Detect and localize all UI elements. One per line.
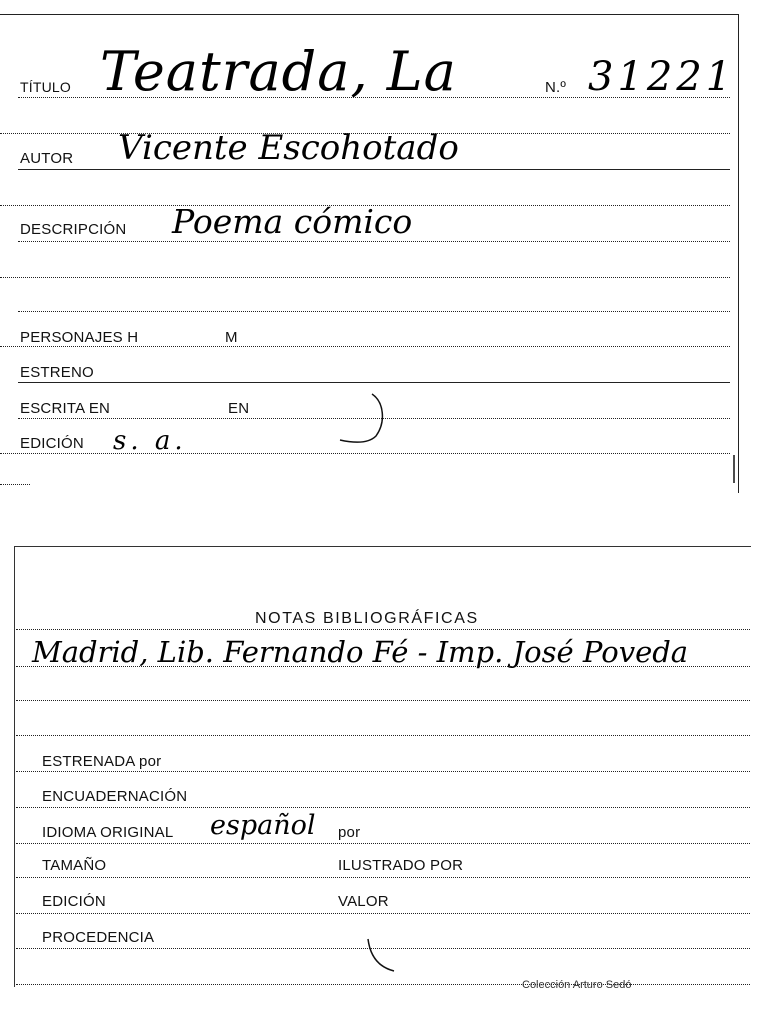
rule-line bbox=[0, 346, 730, 347]
descripcion-value: Poema cómico bbox=[172, 202, 413, 241]
rule-line bbox=[16, 700, 750, 701]
por-label: por bbox=[338, 824, 361, 841]
rule-line bbox=[18, 241, 730, 242]
descripcion-label: DESCRIPCIÓN bbox=[20, 221, 127, 238]
rule-line bbox=[16, 877, 750, 878]
rule-line bbox=[16, 629, 750, 630]
rule-line bbox=[0, 484, 30, 485]
edicion-label: EDICIÓN bbox=[20, 435, 84, 452]
stamp-mark bbox=[360, 935, 440, 980]
titulo-value: Teatrada, La bbox=[100, 40, 457, 103]
estrenada-label: ESTRENADA por bbox=[42, 753, 162, 770]
rule-line bbox=[18, 311, 730, 312]
notas-heading: NOTAS BIBLIOGRÁFICAS bbox=[255, 610, 479, 627]
estreno-label: ESTRENO bbox=[20, 364, 94, 381]
escrita-en-label: ESCRITA EN bbox=[20, 400, 111, 417]
collection-stamp: Colección Arturo Sedó bbox=[522, 979, 632, 991]
autor-value: Vicente Escohotado bbox=[118, 128, 459, 168]
personajes-label: PERSONAJES H bbox=[20, 329, 139, 346]
encuadernacion-label: ENCUADERNACIÓN bbox=[42, 788, 188, 805]
rule-line bbox=[16, 843, 750, 844]
titulo-label: TÍTULO bbox=[20, 79, 71, 95]
stamp-mark bbox=[328, 390, 398, 450]
notas-value: Madrid, Lib. Fernando Fé - Imp. José Poveda bbox=[32, 635, 689, 669]
rule-line bbox=[16, 913, 750, 914]
rule-line bbox=[16, 984, 750, 985]
idioma-value: español bbox=[210, 810, 316, 841]
tamano-label: TAMAÑO bbox=[42, 857, 107, 874]
valor-label: VALOR bbox=[338, 893, 389, 910]
rule-line bbox=[16, 735, 750, 736]
numero-label: N.º bbox=[545, 79, 567, 96]
autor-label: AUTOR bbox=[20, 150, 74, 167]
rule-line bbox=[16, 666, 750, 667]
rule-line bbox=[16, 807, 750, 808]
ilustrado-label: ILUSTRADO POR bbox=[338, 857, 464, 874]
rule-line bbox=[16, 771, 750, 772]
en-label: EN bbox=[228, 400, 250, 417]
procedencia-label: PROCEDENCIA bbox=[42, 929, 155, 946]
personajes-m-label: M bbox=[225, 329, 238, 346]
edicion-bottom-label: EDICIÓN bbox=[42, 893, 106, 910]
por-word: por bbox=[139, 753, 162, 770]
rule-line bbox=[18, 169, 730, 170]
rule-line bbox=[0, 453, 730, 454]
edicion-value: s. a. bbox=[113, 426, 187, 456]
edge-mark bbox=[732, 455, 736, 485]
idioma-label: IDIOMA ORIGINAL bbox=[42, 824, 174, 841]
rule-line bbox=[18, 382, 730, 383]
rule-line bbox=[0, 277, 730, 278]
numero-value: 31221 bbox=[588, 54, 736, 100]
